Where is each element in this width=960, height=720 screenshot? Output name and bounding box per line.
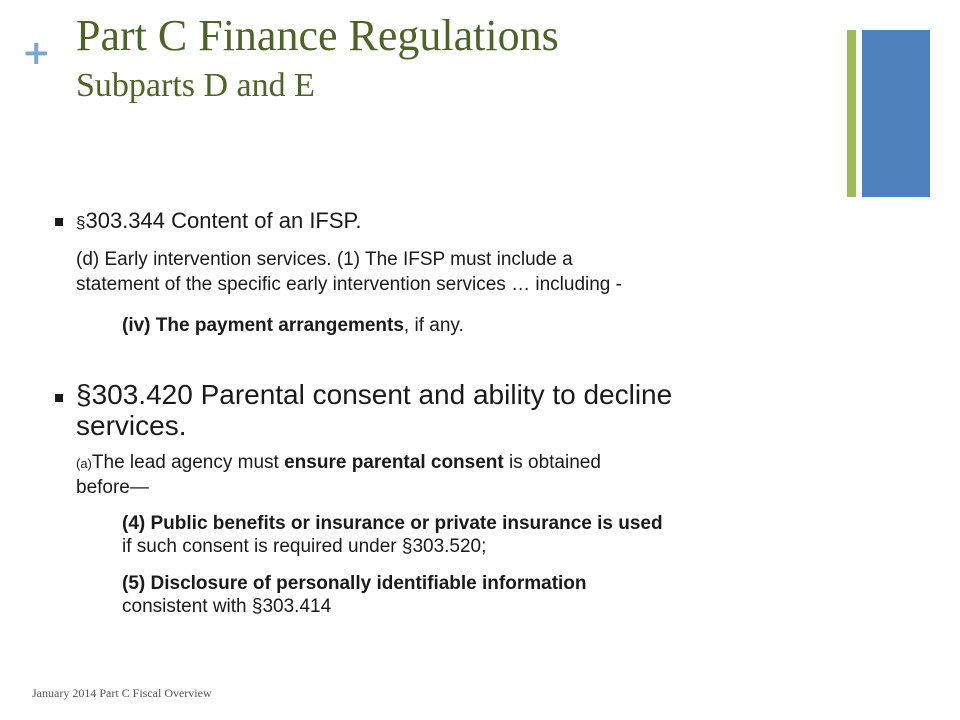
bullet2-item4-rest: if such consent is required under §303.520; xyxy=(122,536,487,557)
bullet2-para-text2: is obtained xyxy=(503,452,601,473)
bullet2-para-line1 xyxy=(76,453,601,474)
bullet2-item4-bold xyxy=(122,514,663,535)
bullet-marker xyxy=(55,218,63,226)
bullet2-para-line2: before— xyxy=(76,477,149,498)
slide-subtitle: Subparts D and E xyxy=(76,67,315,104)
bullet2-item4-bold-text: (4) Public benefits or insurance or private insurance is used xyxy=(122,513,663,534)
bullet2-heading-line1: §303.420 Parental consent and ability to decline xyxy=(76,379,673,410)
bullet1-para-line2: statement of the specific early intervention services … including - xyxy=(76,274,622,295)
bullet1-item-iv-rest: , if any. xyxy=(403,315,464,336)
bullet2-item5-bold xyxy=(122,574,587,595)
bullet1-heading-text: 303.344 Content of an IFSP. xyxy=(85,208,362,233)
bullet2-item5-bold-text: (5) Disclosure of personally identifiable information xyxy=(122,573,587,594)
footer-text: January 2014 Part C Fiscal Overview xyxy=(32,686,212,700)
bullet2-heading-line2: services. xyxy=(76,410,187,441)
slide-title: Part C Finance Regulations xyxy=(76,11,559,60)
bullet2-item5-rest: consistent with §303.414 xyxy=(122,596,332,617)
bullet1-item-iv-bold: (iv) The payment arrangements xyxy=(122,315,404,336)
bullet1-item-iv xyxy=(122,316,464,337)
bullet2-para-text1: The lead agency must xyxy=(91,452,285,473)
bullet1-heading xyxy=(76,209,362,233)
plus-icon: + xyxy=(22,33,51,73)
bullet2-para-bold: ensure parental consent xyxy=(284,452,504,473)
section-sign: § xyxy=(76,213,86,232)
bullet1-para-line1: (d) Early intervention services. (1) The IFSP must include a xyxy=(76,249,573,270)
bullet2-para-prefix: (a) xyxy=(76,456,92,471)
bullet-marker xyxy=(55,394,63,402)
